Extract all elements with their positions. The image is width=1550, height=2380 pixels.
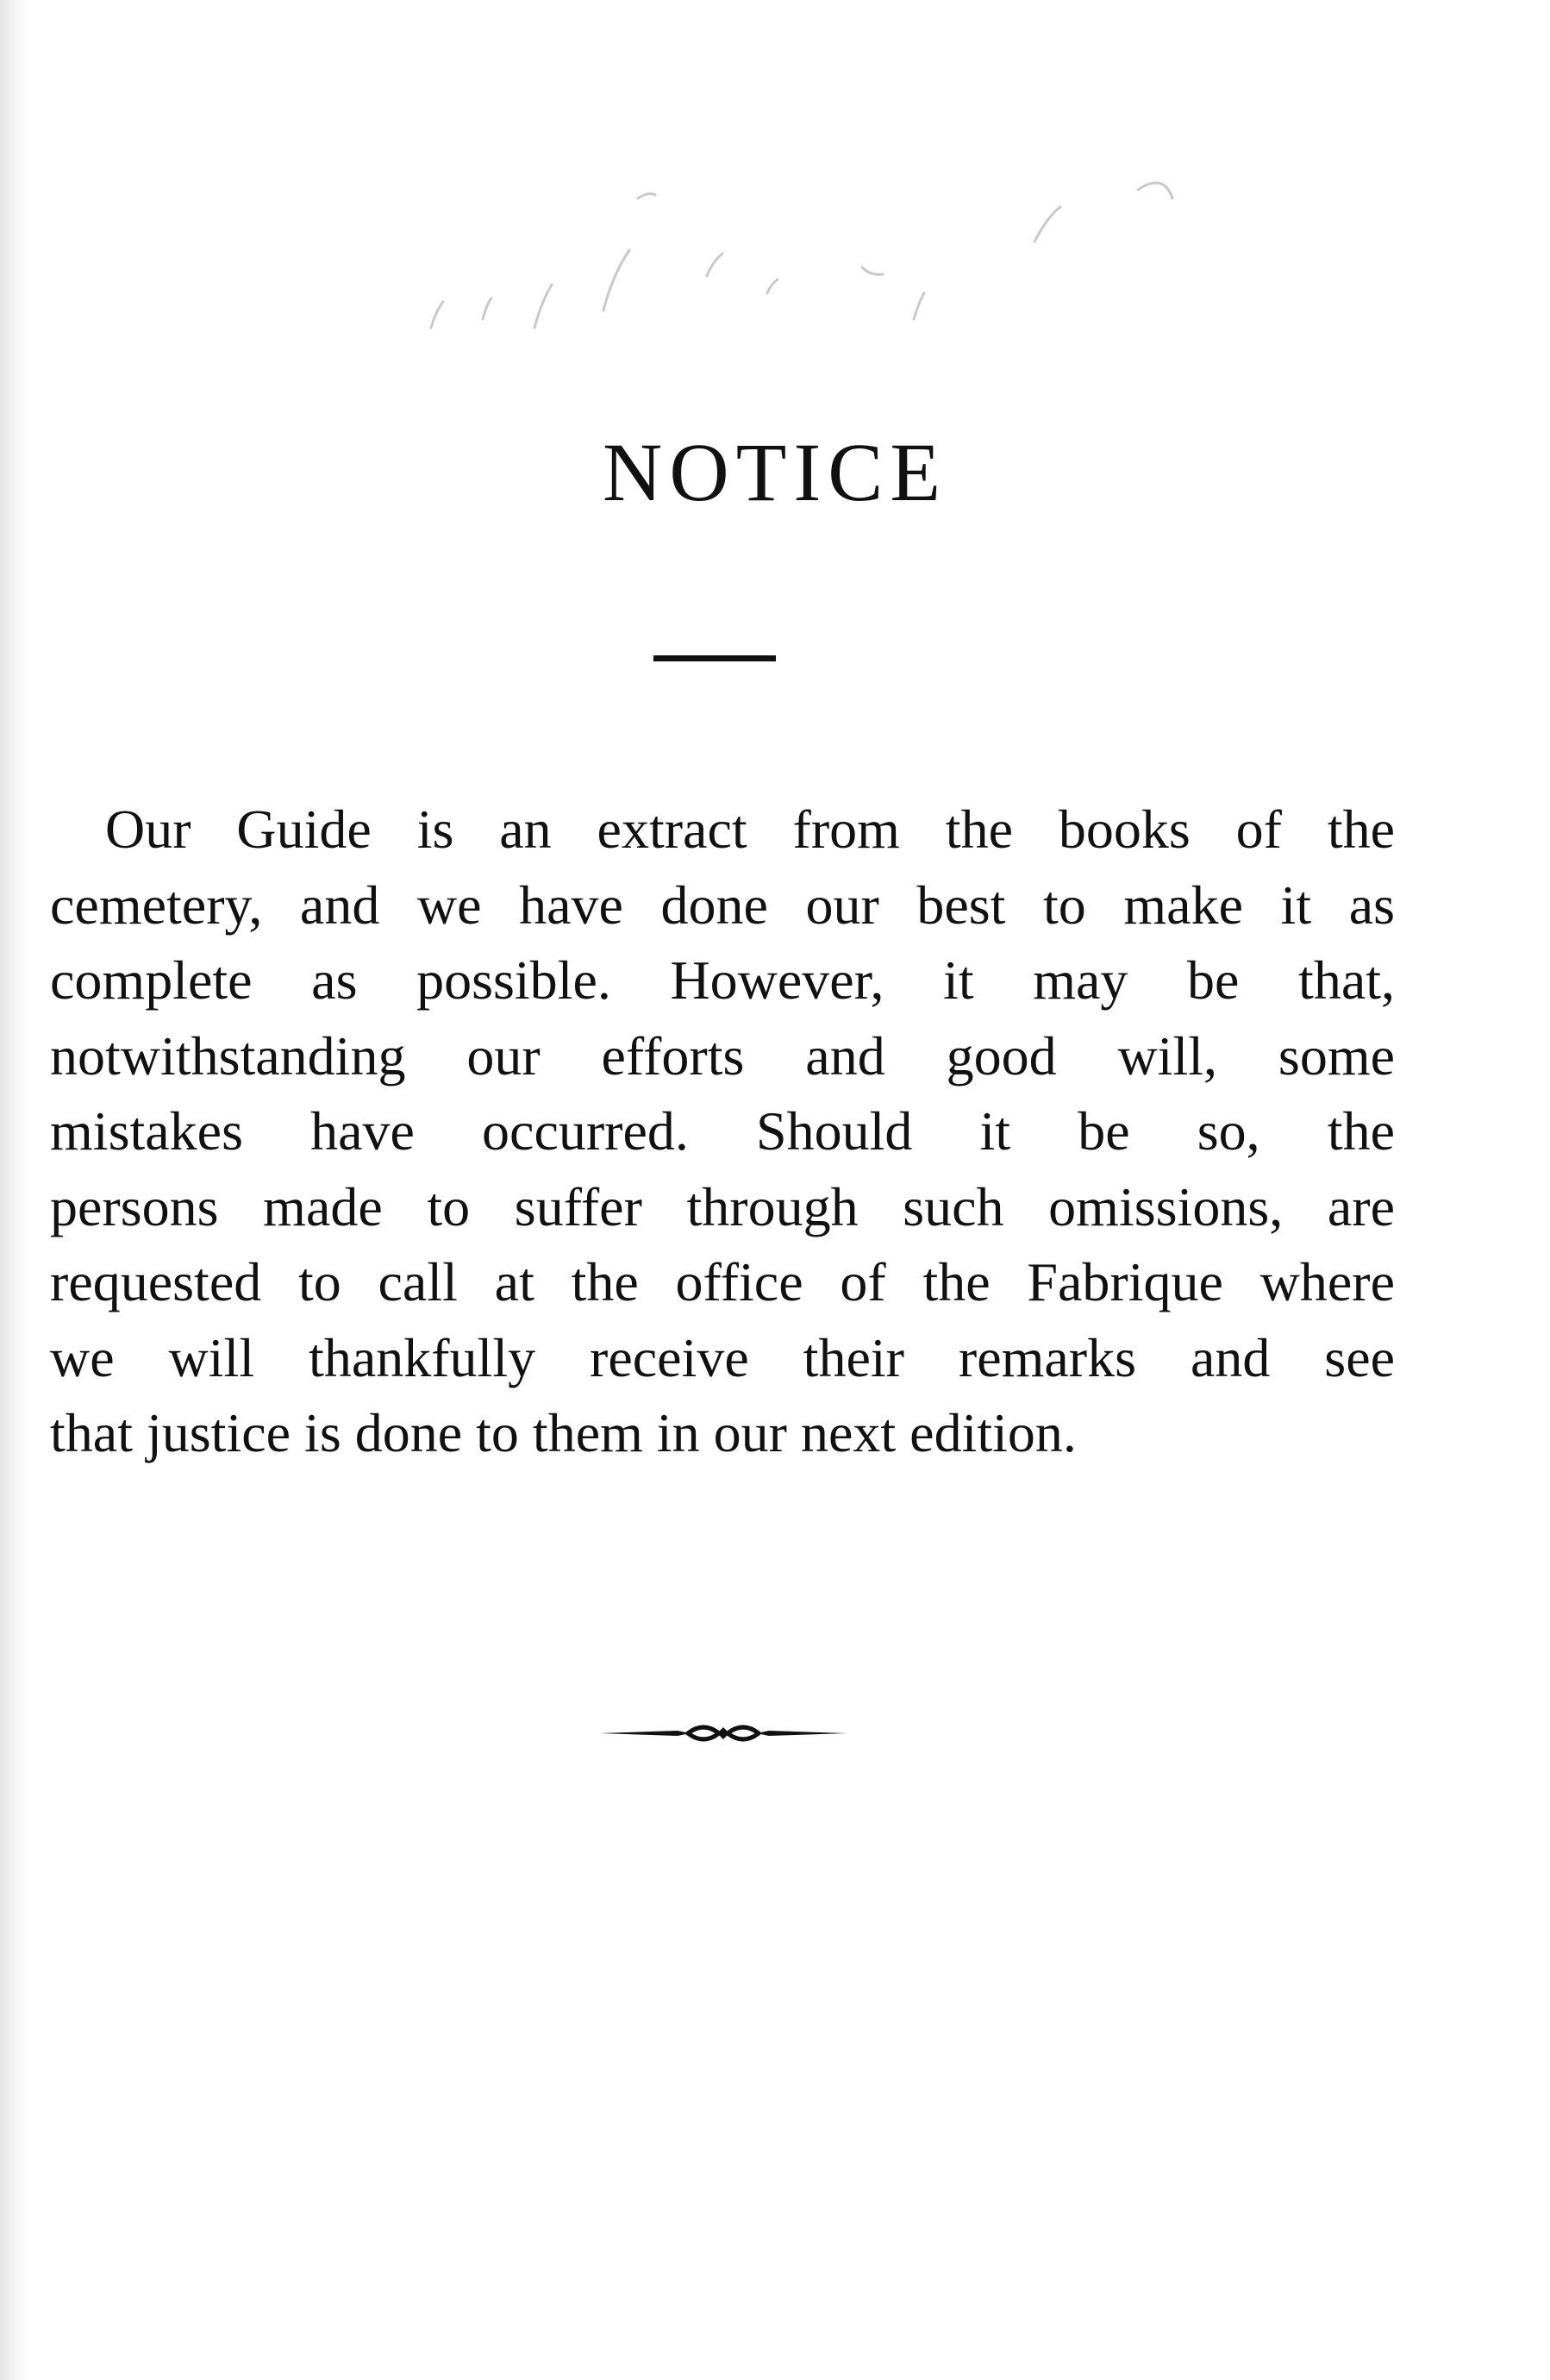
page-title: NOTICE: [603, 426, 947, 518]
notice-body: [50, 792, 1395, 1471]
notice-line: persons made to suffer through such omissions, are: [50, 1175, 1395, 1237]
notice-line: mistakes have occurred. Should it be so, the: [50, 1100, 1395, 1162]
horizontal-rule-icon: [653, 655, 776, 661]
notice-line: cemetery, and we have done our best to make it as: [50, 874, 1395, 936]
notice-line: we will thankfully receive their remarks and see: [50, 1326, 1395, 1388]
pencil-marks: [379, 138, 1241, 362]
scroll-flourish-icon: [598, 1716, 848, 1751]
notice-line: that justice is done to them in our next edition.: [50, 1402, 1077, 1463]
page-edge-shading: [0, 0, 31, 2380]
notice-line: complete as possible. However, it may be that,: [50, 949, 1395, 1011]
notice-line: requested to call at the office of the Fabrique where: [50, 1251, 1395, 1312]
notice-line: notwithstanding our efforts and good will, some: [50, 1024, 1395, 1087]
notice-line: Our Guide is an extract from the books of the: [105, 799, 1395, 860]
